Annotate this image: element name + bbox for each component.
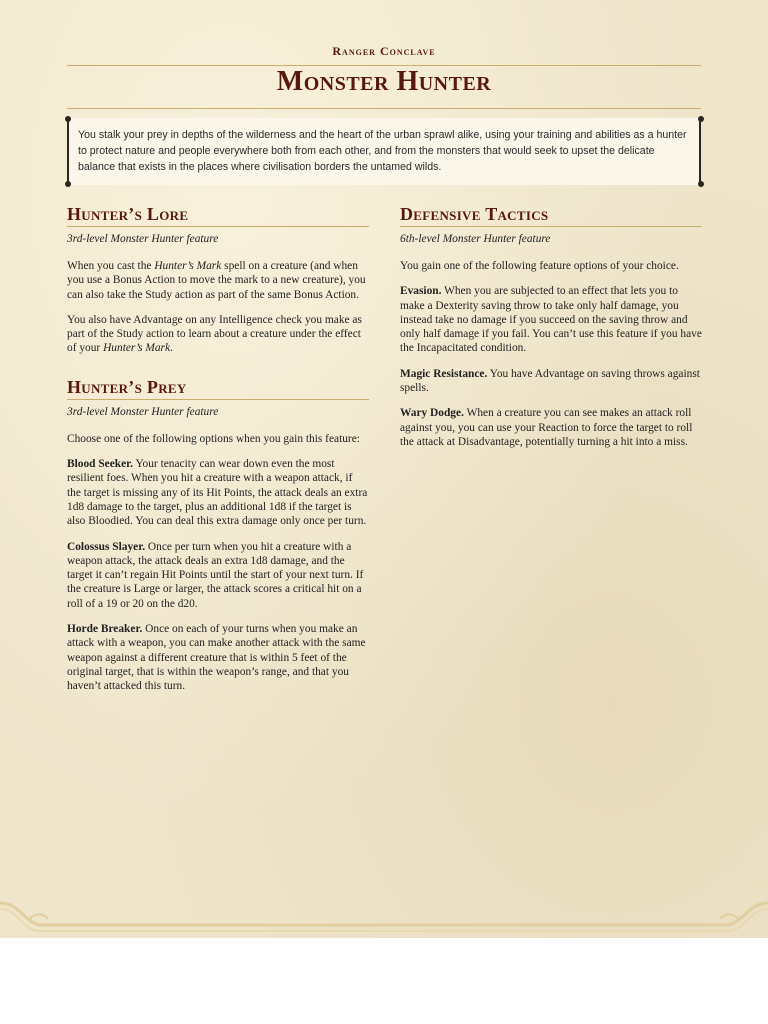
hunters-lore-paragraph-2: You also have Advantage on any Intelligence check you make as part of the Study action to learn about a creature under the effect of your Hunter’s Mark. xyxy=(67,313,362,355)
option-evasion: Evasion. When you are subjected to an effect that lets you to make a Dexterity saving throw to take only half damage, you instead take no damage if you succeed on the saving throw and only half damage if you fail. You can’t use this feature if you have the Incapacitated condition. xyxy=(400,285,702,355)
page-title: Monster Hunter xyxy=(276,66,492,97)
intro-note xyxy=(67,118,701,185)
option-horde-breaker: Horde Breaker. Once on each of your turns when you make an attack with a weapon, you can make another attack with the same weapon against a different creature that is within 5 feet of the original target, that is within the weapon’s range, and that you haven’t attacked this turn. xyxy=(67,623,366,693)
note-corner-dot xyxy=(65,116,71,122)
option-magic-resistance: Magic Resistance. You have Advantage on saving throws against spells. xyxy=(400,367,700,395)
hunters-prey-intro: Choose one of the following options when you gain this feature: xyxy=(67,432,360,445)
hunters-prey-heading: Hunter’s Prey xyxy=(67,377,369,400)
option-wary-dodge: Wary Dodge. When a creature you can see makes an attack roll against you, you can use your Reaction to force the target to roll the attack at Disadvantage, potentially turning a hit into a miss. xyxy=(400,407,693,448)
defensive-tactics-heading: Defensive Tactics xyxy=(400,204,702,227)
left-column xyxy=(67,204,369,705)
intro-text: You stalk your prey in depths of the wilderness and the heart of the urban sprawl alike, using your training and abilities as a hunter to protect nature and people everywhere both from each other, and from the monsters that would seek to upset the delicate balance that exists in the places where civilisation borders the untamed wilds. xyxy=(78,129,687,173)
note-corner-dot xyxy=(65,181,71,187)
note-corner-dot xyxy=(698,181,704,187)
hunters-lore-heading: Hunter’s Lore xyxy=(67,204,369,227)
defensive-tactics-intro: You gain one of the following feature options of your choice. xyxy=(400,260,679,272)
title-rule xyxy=(67,108,701,109)
spell-name: Hunter’s Mark xyxy=(154,260,222,272)
spell-name: Hunter’s Mark xyxy=(103,342,171,355)
right-column xyxy=(400,204,702,460)
note-corner-dot xyxy=(698,116,704,122)
option-blood-seeker: Blood Seeker. Your tenacity can wear down even the most resilient foes. When you hit a creature with a weapon attack, if the target is missing any of its Hit Points, the attack deals an extra 1d8 damage to the target, plus an additional 1d8 if the target is also Bloodied. You can deal this extra damage only once per turn. xyxy=(67,458,368,528)
hunters-prey-feature-level: 3rd-level Monster Hunter feature xyxy=(67,405,219,418)
footer-ornament xyxy=(0,895,768,938)
defensive-tactics-feature-level: 6th-level Monster Hunter feature xyxy=(400,233,551,245)
option-colossus-slayer: Colossus Slayer. Once per turn when you hit a creature with a weapon attack, the attack deals an extra 1d8 damage, and the target it can’t regain Hit Points until the start of your next turn. If the creature is Large or larger, the attack scores a critical hit on a roll of a 19 or 20 on the d20. xyxy=(67,540,364,610)
subclass-label: Ranger Conclave xyxy=(332,44,436,58)
hunters-lore-paragraph-1: When you cast the Hunter’s Mark spell on a creature (and when you use a Bonus Action to move the mark to a new creature), you can also take the Study action as part of the same Bonus Action. xyxy=(67,260,366,301)
hunters-lore-feature-level: 3rd-level Monster Hunter feature xyxy=(67,233,219,245)
